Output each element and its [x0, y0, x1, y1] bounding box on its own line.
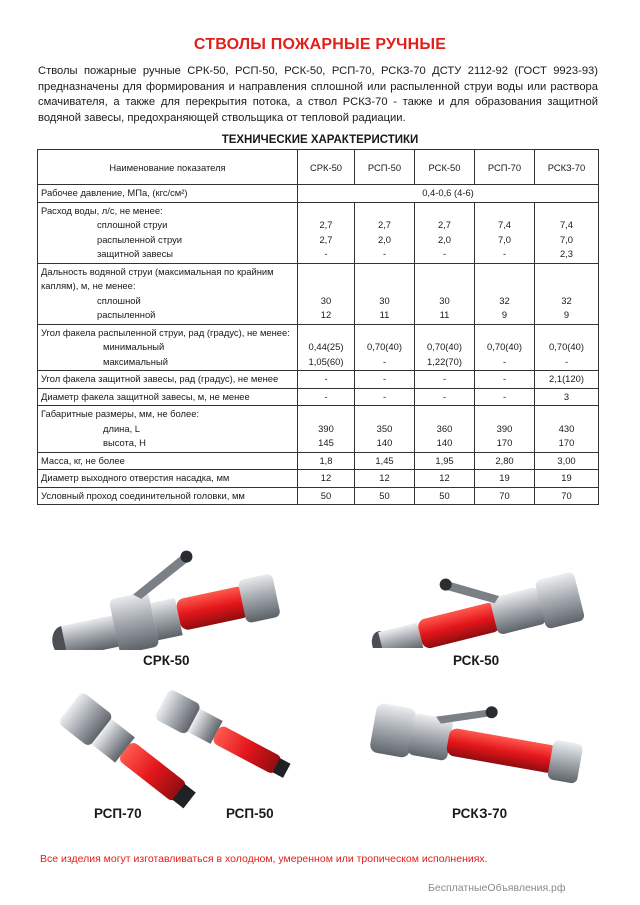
cell-value: 1,05(60)	[308, 355, 344, 367]
table-row	[38, 487, 599, 505]
cell-value: 12	[320, 472, 332, 483]
row-label: Диаметр выходного отверстия насадка, мм	[41, 472, 230, 483]
cell-value: -	[442, 248, 447, 259]
cell-value: 2,7	[377, 219, 392, 230]
cell-value: 70	[499, 489, 510, 501]
cell-value: 50	[320, 489, 332, 501]
intro-paragraph: Стволы пожарные ручные СРК-50, РСП-50, РСК-50, РСП-70, РСКЗ-70 ДСТУ 2112-92 (ГОСТ 9923-93) предназначены для формирования и направления сплошной или распыленной струи воды или раствора смачивателя, а также для перекрытия потока, а ствол РСКЗ-70 - также и для образования защитной водяной завесы, предохраняющей ствольщика от тепловой радиации.	[38, 65, 598, 124]
cell-value: -	[442, 373, 447, 384]
table-header-row	[38, 150, 599, 185]
caption-srk50: СРК-50	[143, 653, 190, 668]
table-row	[38, 406, 599, 453]
footnote: Все изделия могут изготавливаться в холодном, умеренном или тропическом исполнениях.	[40, 853, 488, 865]
cell-value: 12	[379, 472, 390, 483]
cell-value: 0,44(25)	[308, 341, 344, 352]
nozzle-rskz70-image	[360, 700, 590, 810]
cell-value: 145	[318, 437, 334, 448]
sub-label: максимальный	[103, 355, 168, 367]
cell-value: -	[382, 373, 387, 384]
cell-value: -	[324, 248, 328, 259]
cell-value: 1,95	[435, 454, 454, 466]
cell-value: -	[564, 355, 569, 367]
cell-value: 140	[436, 437, 453, 448]
cell-value: 2,3	[559, 248, 574, 259]
cell-value: -	[382, 390, 387, 402]
cell-value: 50	[379, 489, 390, 501]
cell-value: 360	[436, 422, 453, 434]
cell-value: 140	[376, 437, 393, 448]
cell-value: -	[382, 355, 387, 367]
table-row	[38, 263, 599, 324]
cell-value: 2,0	[437, 233, 452, 245]
row-label: Угол факела защитной завесы, рад (градус), не менее	[41, 373, 279, 384]
cell-value: 1,22(70)	[427, 355, 462, 367]
cell-value: -	[324, 390, 328, 402]
cell-value: 390	[496, 422, 513, 434]
cell-value: 1,8	[319, 454, 333, 466]
row-label: Рабочее давление, МПа, (кгс/см²)	[41, 187, 188, 198]
cell-value: -	[324, 373, 328, 384]
cell-value: -	[502, 390, 507, 402]
sub-label: сплошной струи	[97, 219, 168, 230]
nozzle-rsp50-image	[145, 688, 305, 788]
cell-value: 32	[561, 294, 572, 306]
cell-value: 7,0	[497, 233, 512, 245]
row-label: Угол факела распыленной струи, рад (градус), не менее:	[41, 326, 290, 338]
cell-value: 2,1(120)	[549, 373, 584, 384]
nozzle-rsk50-image	[360, 548, 590, 648]
sub-label: распыленной	[97, 309, 156, 320]
cell-value: 12	[439, 472, 450, 483]
cell-value: 3	[563, 390, 570, 402]
row-label: Масса, кг, не более	[41, 454, 125, 466]
cell-value: 30	[320, 294, 332, 306]
sub-label: защитной завесы	[97, 248, 174, 259]
cell-value: 0,70(40)	[427, 341, 462, 352]
caption-rskz70: РСКЗ-70	[452, 806, 508, 821]
spec-table	[37, 149, 599, 505]
cell-value: 9	[563, 309, 570, 320]
page-title: СТВОЛЫ ПОЖАРНЫЕ РУЧНЫЕ	[193, 36, 447, 53]
sub-label: длина, L	[103, 422, 140, 434]
sub-label: распыленной струи	[97, 233, 183, 245]
cell-value: 3,00	[557, 454, 576, 466]
header-cell: РСК-50	[415, 150, 475, 185]
cell-value: -	[502, 355, 507, 367]
table-row	[38, 185, 599, 203]
header-cell: РСП-50	[355, 150, 415, 185]
cell-value: -	[502, 373, 507, 384]
header-cell: СРК-50	[298, 150, 355, 185]
cell-value: -	[382, 248, 387, 259]
row-label: Расход воды, л/с, не менее:	[41, 204, 163, 216]
header-cell: Наименование показателя	[38, 150, 298, 185]
cell-value: 30	[439, 294, 450, 306]
sub-label: сплошной	[97, 294, 141, 306]
table-row	[38, 324, 599, 371]
cell-value: 11	[379, 309, 390, 320]
cell-value: 2,0	[377, 233, 392, 245]
table-row	[38, 388, 599, 406]
cell-value: -	[442, 390, 447, 402]
cell-value: 7,0	[559, 233, 574, 245]
cell-value: -	[502, 248, 507, 259]
cell-value: 32	[499, 294, 510, 306]
cell-value: 19	[561, 472, 572, 483]
cell-value: 390	[318, 422, 334, 434]
cell-value: 0,70(40)	[549, 341, 584, 352]
caption-rsk50: РСК-50	[453, 653, 500, 668]
cell-value: 2,7	[319, 233, 333, 245]
cell-value: 2,7	[437, 219, 452, 230]
cell-value: 9	[501, 309, 508, 320]
cell-value: 350	[376, 422, 393, 434]
row-label: Габаритные размеры, мм, не более:	[41, 408, 200, 419]
row-label: каплям), м, не менее:	[41, 280, 136, 291]
header-cell: РСКЗ-70	[535, 150, 599, 185]
table-row	[38, 371, 599, 389]
cell-value: 0,70(40)	[487, 341, 522, 352]
sub-label: минимальный	[103, 341, 165, 352]
cell-value: 1,45	[375, 454, 394, 466]
cell-value: 430	[558, 422, 575, 434]
table-title: ТЕХНИЧЕСКИЕ ХАРАКТЕРИСТИКИ	[221, 134, 419, 146]
sub-label: высота, H	[103, 437, 146, 448]
cell-value: 12	[320, 309, 332, 320]
nozzle-srk50-image	[40, 540, 290, 650]
row-label: Условный проход соединительной головки, мм	[41, 489, 245, 501]
row-label: Дальность водяной струи (максимальная по крайним	[41, 265, 274, 277]
cell-value: 0,4-0,6 (4-6)	[422, 187, 474, 198]
cell-value: 0,70(40)	[367, 341, 402, 352]
cell-value: 170	[558, 437, 575, 448]
cell-value: 2,80	[495, 454, 514, 466]
table-row	[38, 452, 599, 470]
cell-value: 2,7	[319, 219, 333, 230]
cell-value: 7,4	[559, 219, 574, 230]
watermark: БесплатныеОбъявления.рф	[428, 882, 566, 894]
caption-rsp50: РСП-50	[226, 806, 274, 821]
cell-value: 70	[561, 489, 572, 501]
caption-rsp70: РСП-70	[94, 806, 142, 821]
header-cell: РСП-70	[475, 150, 535, 185]
table-row	[38, 470, 599, 488]
cell-value: 170	[496, 437, 513, 448]
cell-value: 30	[379, 294, 390, 306]
cell-value: 50	[439, 489, 450, 501]
table-row	[38, 202, 599, 263]
cell-value: 11	[439, 309, 450, 320]
cell-value: 19	[499, 472, 510, 483]
row-label: Диаметр факела защитной завесы, м, не менее	[41, 390, 250, 402]
cell-value: 7,4	[497, 219, 512, 230]
